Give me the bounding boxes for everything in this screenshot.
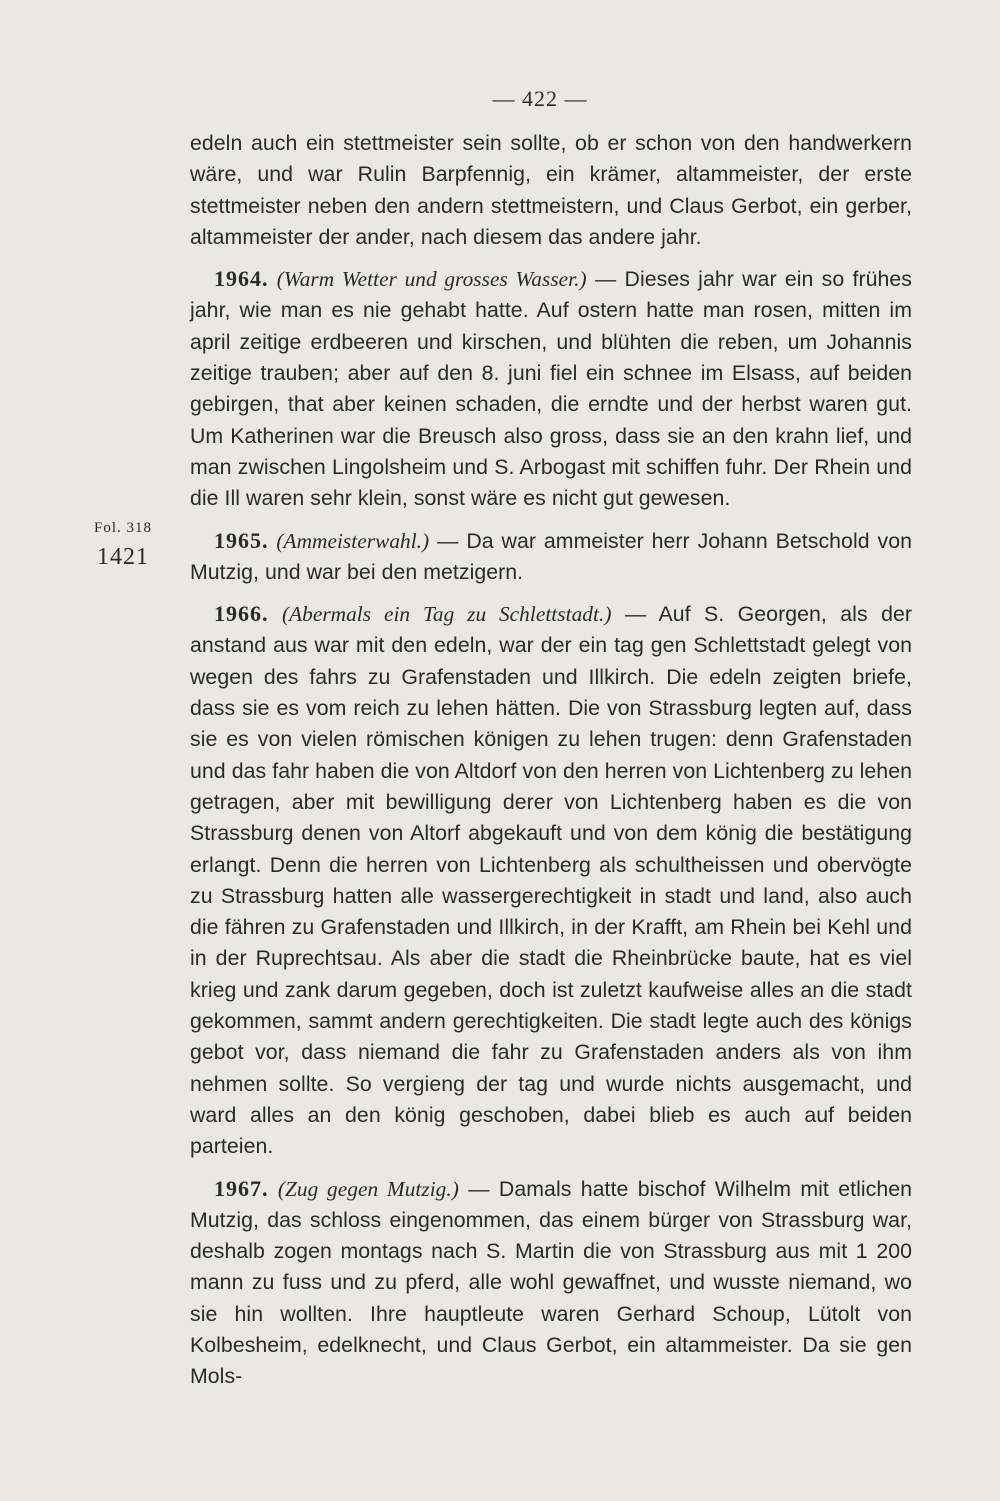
text-body: [190, 128, 912, 1403]
entry-1966: [190, 598, 912, 1162]
entry-title: (Ammeisterwahl.): [276, 528, 430, 553]
entry-number: 1964.: [214, 266, 269, 292]
intro-paragraph: edeln auch ein stettmeister sein sollte, ob er schon von den handwerkern wäre, und war Rulin Barpfennig, ein krämer, altammeister, der erste stettmeister neben den andern stettmeistern, und Claus Gerbot, ein gerber, altammeister der ander, nach diesem das andere jahr.: [190, 131, 912, 249]
entry-text: — Da war ammeister herr Johann Betschold von Mutzig, und war bei den metzigern.: [190, 528, 912, 584]
entry-number: 1967.: [214, 1175, 269, 1201]
entry-1964: [190, 263, 912, 514]
entry-1967: [190, 1173, 912, 1393]
margin-folio-note: Fol. 318: [93, 520, 152, 536]
entry-number: 1966.: [214, 601, 269, 627]
entry-title: (Zug gegen Mutzig.): [277, 1176, 459, 1201]
entry-text: — Dieses jahr war ein so frühes jahr, wie man es nie gehabt hatte. Auf ostern hatte man rosen, mitten im april zeitige erdbeeren und kirschen, und blühten die reben, um Johannis zeitige trauben; aber auf den 8. juni fiel ein schnee im Elsass, auf beiden gebirgen, that aber keinen schaden, die erndte und der herbst waren gut. Um Katherinen war die Breusch also gross, dass sie an den krahn lief, und man zwischen Lingolsheim und S. Arbogast mit schiffen fuhr. Der Rhein und die Ill waren sehr klein, sonst wäre es nicht gut gewesen.: [190, 267, 912, 511]
margin-year-note: 1421: [97, 544, 149, 570]
entry-title: (Warm Wetter und grosses Wasser.): [276, 267, 587, 292]
entry-title: (Abermals ein Tag zu Schlettstadt.): [281, 602, 612, 627]
entry-text: — Damals hatte bischof Wilhelm mit etlichen Mutzig, das schloss eingenommen, das einem bürger von Strassburg war, deshalb zogen montags nach S. Martin die von Strassburg aus mit 1 200 mann zu fuss und zu pferd, alle wohl gewaffnet, und wusste niemand, wo sie hin wollten. Ihre hauptleute waren Gerhard Schoup, Lütolt von Kolbesheim, edelknecht, und Claus Gerbot, ein altammeister. Da sie gen Mols-: [190, 1176, 913, 1389]
entry-number: 1965.: [214, 527, 269, 553]
entry-1965: [190, 525, 912, 589]
entry-text: — Auf S. Georgen, als der anstand aus war mit den edeln, war der ein tag gen Schlettstadt gelegt von wegen des fahrs zu Grafenstaden und Illkirch. Die edeln zeigten briefe, dass sie es vom reich zu lehen hätten. Die von Strassburg legten auf, dass sie es von vielen römischen königen zu lehen trugen: denn Grafenstaden und das fahr haben die von Altdorf von den herren von Lichtenberg zu lehen getragen, aber mit bewilligung derer von Lichtenberg haben es die von Strassburg denen von Altorf abgekauft und von dem könig die bestätigung erlangt. Denn die herren von Lichtenberg als schultheissen und obervögte zu Strassburg hatten alle wassergerechtigkeit in stadt und land, also auch die fähren zu Grafenstaden und Illkirch, in der Krafft, am Rhein bei Kehl und in der Ruprechtsau. Als aber die stadt die Rheinbrücke baute, hat es viel krieg und zank darum gegeben, doch ist zuletzt kaufweise alles an die stadt gekommen, sammt andern gerechtigkeiten. Die stadt legte auch des königs gebot vor, dass niemand die fahr zu Grafenstaden anders als von ihm nehmen sollte. So vergieng der tag und wurde nichts ausgemacht, und ward alles an den könig geschoben, dabei blieb es auch auf beiden parteien.: [190, 602, 913, 1159]
page-number: — 422 —: [492, 86, 588, 111]
